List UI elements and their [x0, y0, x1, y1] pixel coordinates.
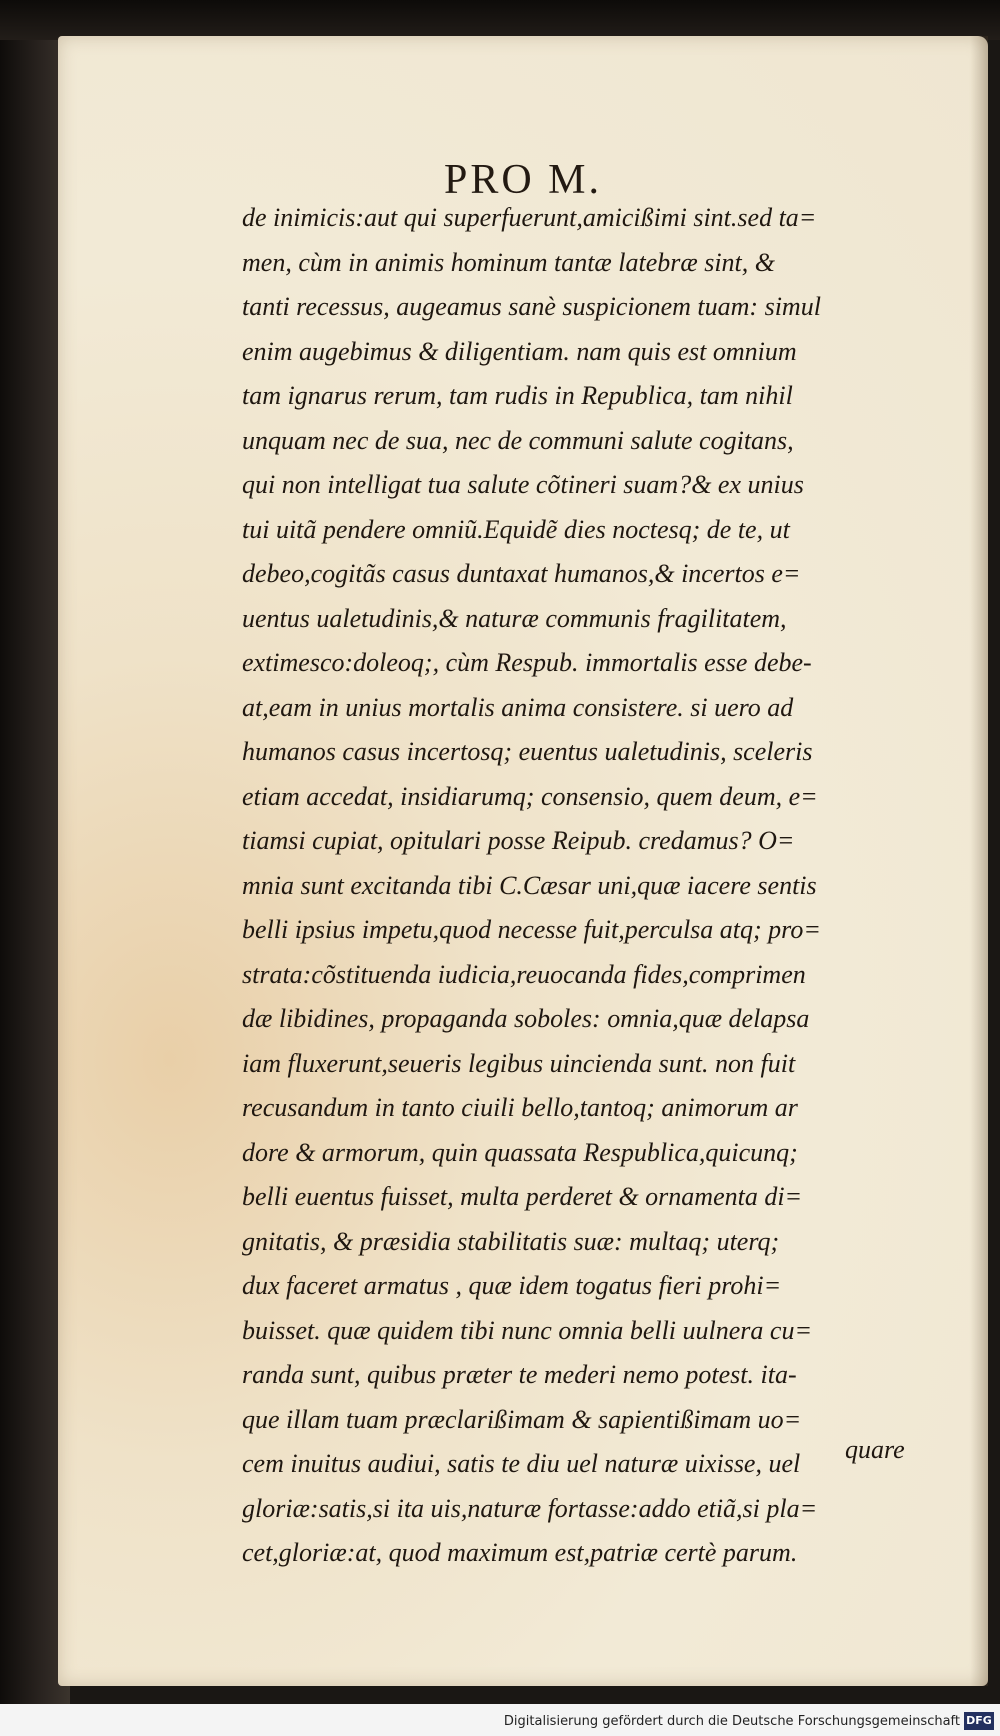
text-line: dæ libidines, propaganda soboles: omnia,quæ delapsa [242, 1004, 810, 1033]
text-line: tui uitã pendere omniũ.Equidẽ dies noctesq; de te, ut [242, 514, 790, 544]
text-line: men, cùm in animis hominum tantæ latebræ sint, & [242, 247, 775, 277]
footer-credit: Digitalisierung gefördert durch die Deutsche Forschungsgemeinschaft [503, 1714, 960, 1729]
top-edge-shadow [0, 0, 1000, 40]
text-line: tam ignarus rerum, tam rudis in Republica, tam nihil [242, 381, 793, 410]
text-line: dux faceret armatus , quæ idem togatus fieri prohi= [242, 1271, 782, 1300]
text-line: debeo,cogitãs casus duntaxat humanos,& incertos e= [242, 559, 801, 588]
text-line: belli ipsius impetu,quod necesse fuit,perculsa atq; pro= [242, 915, 821, 944]
text-line: gloriæ:satis,si ita uis,naturæ fortasse:addo etiã,si pla= [242, 1493, 818, 1523]
text-line: strata:cõstituenda iudicia,reuocanda fides,comprimen [242, 959, 806, 989]
text-line: que illam tuam præclarißimam & sapientißimam uo= [242, 1404, 802, 1434]
text-line: mnia sunt excitanda tibi C.Cæsar uni,quæ iacere sentis [242, 870, 817, 900]
text-line: cet,gloriæ:at, quod maximum est,patriæ certè parum. [242, 1538, 798, 1567]
text-line: de inimicis:aut qui superfuerunt,amicißimi sint.sed ta= [242, 203, 817, 232]
text-line: randa sunt, quibus præter te mederi nemo potest. ita- [242, 1360, 797, 1389]
footer-bar [0, 1704, 1000, 1736]
text-line: iam fluxerunt,seueris legibus uincienda sunt. non fuit [242, 1048, 796, 1078]
text-line: tanti recessus, augeamus sanè suspicionem tuam: simul [242, 292, 821, 321]
text-line: belli euentus fuisset, multa perderet & ornamenta di= [242, 1182, 803, 1211]
text-line: at,eam in unius mortalis anima consistere. si uero ad [242, 692, 794, 722]
text-line: qui non intelligat tua salute cõtineri suam?& ex unius [242, 470, 804, 499]
catchword: quare [845, 1435, 905, 1464]
text-line: buisset. quæ quidem tibi nunc omnia belli uulnera cu= [242, 1315, 812, 1345]
text-line: cem inuitus audiui, satis te diu uel naturæ uixisse, uel [242, 1449, 801, 1478]
text-line: etiam accedat, insidiarumq; consensio, quem deum, e= [242, 781, 818, 811]
text-line: gnitatis, & præsidia stabilitatis suæ: multaq; uterq; [242, 1226, 780, 1256]
text-line: uentus ualetudinis,& naturæ communis fragilitatem, [242, 603, 787, 633]
body-text [242, 196, 932, 1576]
text-line: extimesco:doleoq;, cùm Respub. immortalis esse debe- [242, 648, 812, 677]
text-line: recusandum in tanto ciuili bello,tantoq; animorum ar [242, 1093, 798, 1122]
dfg-logo: DFG [964, 1712, 994, 1730]
text-line: dore & armorum, quin quassata Respublica,quicunq; [242, 1137, 798, 1167]
page-edge [970, 36, 988, 1686]
text-line: unquam nec de sua, nec de communi salute cogitans, [242, 425, 794, 455]
text-line: humanos casus incertosq; euentus ualetudinis, sceleris [242, 737, 813, 766]
running-head: PRO M. [443, 157, 603, 203]
text-line: enim augebimus & diligentiam. nam quis est omnium [242, 336, 797, 366]
text-line: tiamsi cupiat, opitulari posse Reipub. credamus? O= [242, 826, 795, 855]
